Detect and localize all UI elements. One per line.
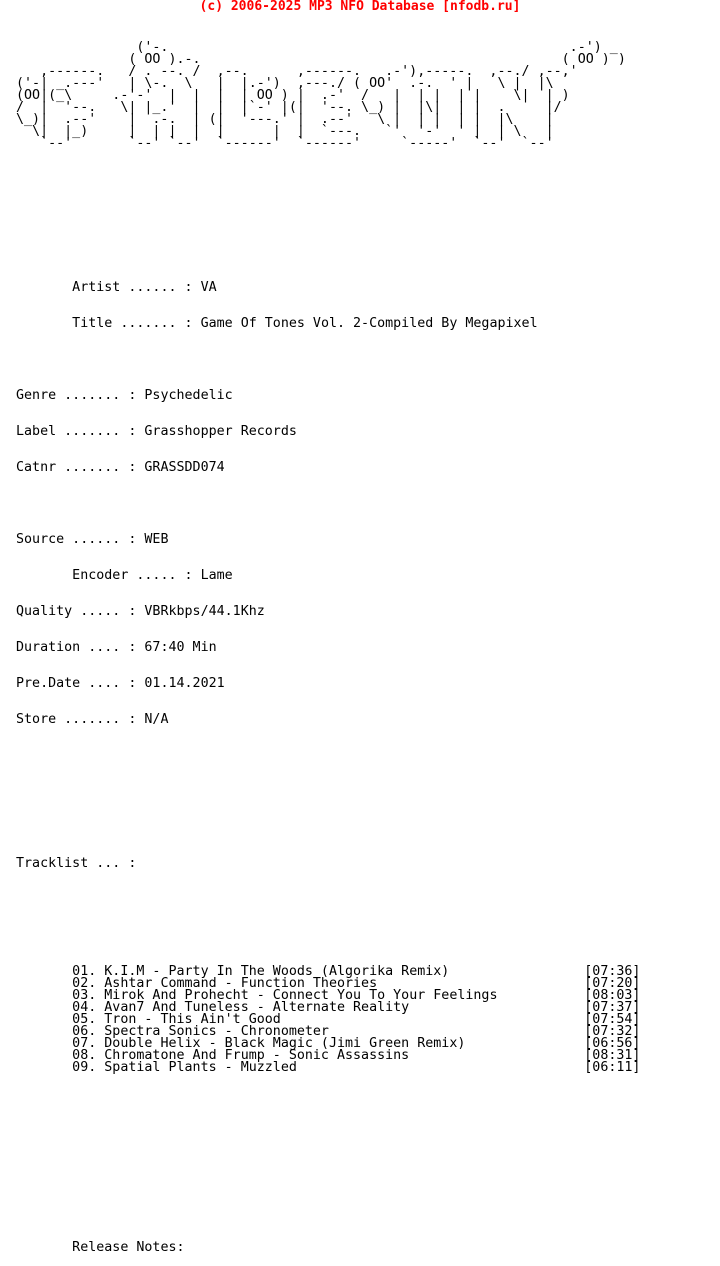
predate-label: Pre.Date .... : <box>16 676 137 691</box>
track-row <box>16 978 640 990</box>
track-duration: [07:20] <box>584 976 641 991</box>
artist-label: Artist ...... : <box>72 280 193 295</box>
encoder-row <box>16 570 640 582</box>
track-title: Tron - This Ain't Good <box>104 1012 281 1027</box>
track-title: K.I.M - Party In The Woods (Algorika Remix) <box>104 964 450 979</box>
duration-row <box>16 642 640 654</box>
track-title: Ashtar Command - Function Theories <box>104 976 378 991</box>
track-number: 02. <box>72 976 97 991</box>
release-notes-heading: Release Notes: <box>72 1240 185 1255</box>
track-row <box>16 1050 640 1062</box>
track-duration: [07:36] <box>584 964 641 979</box>
ascii-logo <box>16 42 640 150</box>
track-number: 06. <box>72 1024 97 1039</box>
nfo-text <box>16 18 640 1266</box>
encoder-label: Encoder ..... : <box>72 568 193 583</box>
quality-value: VBRkbps/44.1Khz <box>144 604 265 619</box>
title-row <box>16 318 640 330</box>
track-row <box>16 1014 640 1026</box>
track-row <box>16 1062 640 1074</box>
track-title: Avan7 And Tuneless - Alternate Reality <box>104 1000 410 1015</box>
label-value: Grasshopper Records <box>144 424 297 439</box>
title-value: Game Of Tones Vol. 2-Compiled By Megapixel <box>200 316 538 331</box>
duration-label: Duration .... : <box>16 640 137 655</box>
ascii-logo-line: \_)| .--' | .-. | (| '---.' | .--' \ | | | | | |\ | <box>16 112 554 127</box>
track-duration: [07:37] <box>584 1000 641 1015</box>
track-row <box>16 1026 640 1038</box>
genre-value: Psychedelic <box>144 388 233 403</box>
predate-value: 01.14.2021 <box>144 676 225 691</box>
catnr-value: GRASSDD074 <box>144 460 225 475</box>
track-duration: [06:56] <box>584 1036 641 1051</box>
ascii-logo-line: ('-. .-') _ <box>16 40 618 55</box>
ascii-logo-line: (OO|(_\ .-'-' | | | | OO ) | .-' / | | | | | \| | ) <box>16 88 570 103</box>
catnr-row <box>16 462 640 474</box>
ascii-logo-line: \| |_) | | | | | | | `---. `' '-' ' | | \ | <box>16 124 554 139</box>
track-duration: [07:32] <box>584 1024 641 1039</box>
store-value: N/A <box>144 712 169 727</box>
track-row <box>16 1002 640 1014</box>
track-number: 03. <box>72 988 97 1003</box>
track-title: Mirok And Prohecht - Connect You To Your Feelings <box>104 988 498 1003</box>
source-row <box>16 534 640 546</box>
ascii-logo-line: / | '--. \| |_.' | | |`-' |(| '--. \_) | |\| | | . |/ <box>16 100 562 115</box>
track-number: 05. <box>72 1012 97 1027</box>
release-notes-row <box>16 1242 640 1254</box>
label-label: Label ....... : <box>16 424 137 439</box>
track-number: 08. <box>72 1048 97 1063</box>
ascii-logo-line: ( OO ).-. ( OO ) ) <box>16 52 626 67</box>
title-label: Title ....... : <box>72 316 193 331</box>
track-number: 07. <box>72 1036 97 1051</box>
track-row <box>16 966 640 978</box>
ascii-logo-line: `--' `--' `--' `------' `------' `-----' `--' `--' <box>16 136 554 151</box>
predate-row <box>16 678 640 690</box>
track-number: 04. <box>72 1000 97 1015</box>
track-duration: [07:54] <box>584 1012 641 1027</box>
track-title: Spatial Plants - Muzzled <box>104 1060 297 1075</box>
track-title: Spectra Sonics - Chronometer <box>104 1024 329 1039</box>
track-list <box>16 966 640 1074</box>
quality-row <box>16 606 640 618</box>
catnr-label: Catnr ....... : <box>16 460 137 475</box>
quality-label: Quality ..... : <box>16 604 137 619</box>
artist-row <box>16 282 640 294</box>
artist-value: VA <box>200 280 217 295</box>
genre-label: Genre ....... : <box>16 388 137 403</box>
duration-value: 67:40 Min <box>144 640 217 655</box>
encoder-value: Lame <box>200 568 233 583</box>
ascii-logo-line: ,------. / . --. / ,--. ,------. .-'),-----. ,--./ ,--,' <box>16 64 578 79</box>
label-row <box>16 426 640 438</box>
track-row <box>16 1038 640 1050</box>
track-duration: [08:03] <box>584 988 641 1003</box>
track-row <box>16 990 640 1002</box>
genre-row <box>16 390 640 402</box>
copyright-link[interactable]: (c) 2006-2025 MP3 NFO Database [nfodb.ru] <box>199 0 521 14</box>
source-value: WEB <box>144 532 169 547</box>
source-label: Source ...... : <box>16 532 137 547</box>
track-duration: [08:31] <box>584 1048 641 1063</box>
track-number: 01. <box>72 964 97 979</box>
track-duration: [06:11] <box>584 1060 641 1075</box>
track-number: 09. <box>72 1060 97 1075</box>
tracklist-heading: Tracklist ... : <box>16 856 137 871</box>
store-label: Store ....... : <box>16 712 137 727</box>
track-title: Double Helix - Black Magic (Jimi Green Remix) <box>104 1036 466 1051</box>
ascii-logo-line: ('-| _.---' | \-. \ | |.-') ,---./ ( OO' .-. ' | \ | |\ <box>16 76 554 91</box>
track-title: Chromatone And Frump - Sonic Assassins <box>104 1048 410 1063</box>
store-row <box>16 714 640 726</box>
